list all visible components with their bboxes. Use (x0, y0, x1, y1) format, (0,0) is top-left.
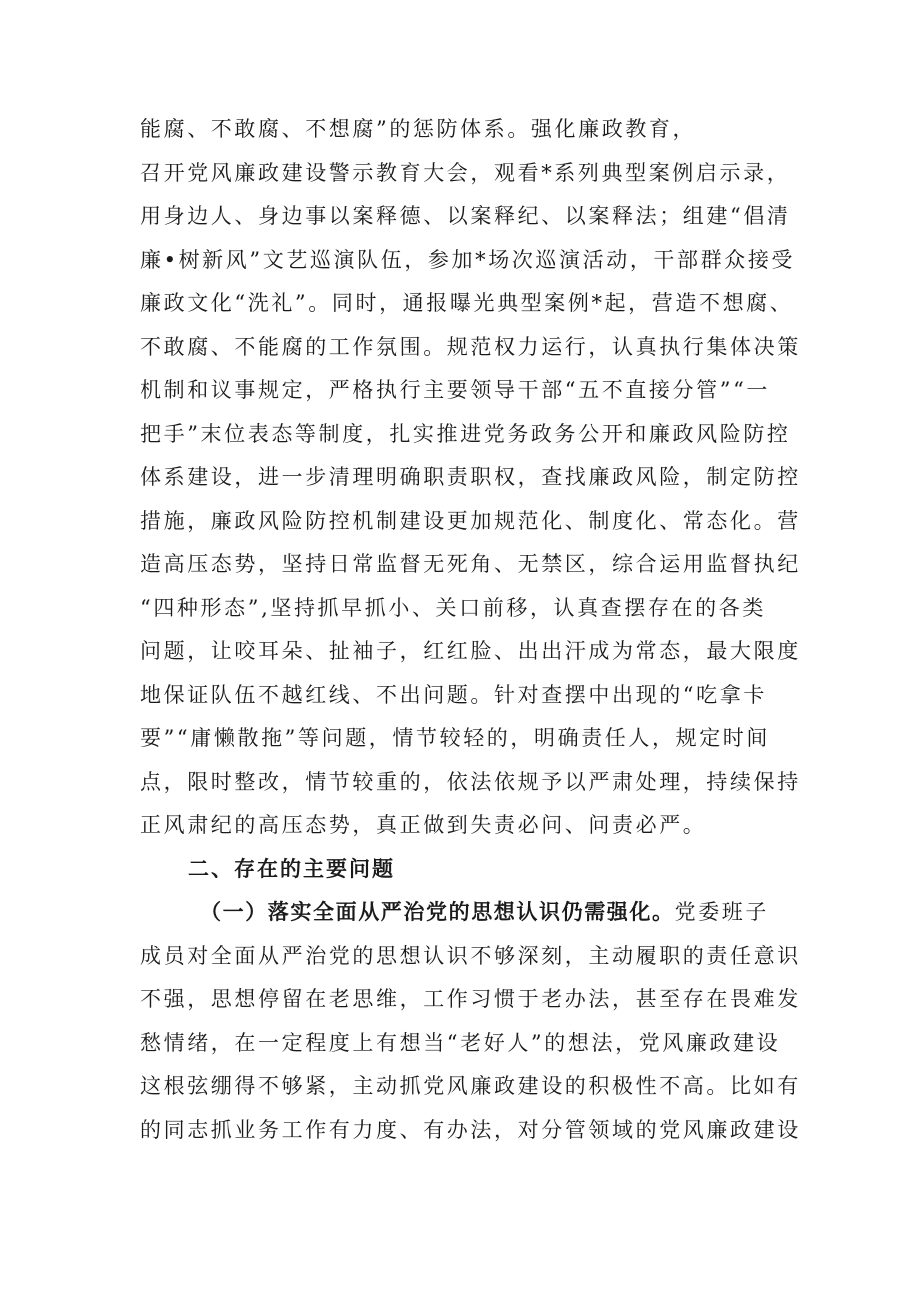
body-line-9: 体系建设，进一步清理明确职责职权，查找廉政风险，制定防控 (140, 465, 801, 489)
body-line-10: 措施，廉政风险防控机制建设更加规范化、制度化、常态化。营 (140, 508, 801, 533)
body-line-2: 召开党风廉政建设警示教育大会，观看*系列典型案例启示录， (140, 160, 791, 185)
body-line-16: 点，限时整改，情节较重的，依法依规予以严肃处理，持续保持 (140, 769, 801, 794)
body-line-17: 正风肃纪的高压态势，真正做到失责必问、问责必严。 (140, 813, 707, 837)
body-line-15: 要”“庸懒散拖”等问题，情节较轻的，明确责任人，规定时间 (140, 726, 771, 750)
body-line-14: 地保证队伍不越红线、不出问题。针对查摆中出现的“吃拿卡 (140, 682, 767, 707)
document-body (140, 108, 820, 1152)
subsection-line-2: 不强，思想停留在老思维，工作习惯于老办法，甚至存在畏难发 (140, 987, 801, 1011)
subsection-line-3: 愁情绪，在一定程度上有想当“老好人”的想法，党风廉政建设 (140, 1030, 781, 1055)
subsection-first-line (140, 891, 820, 935)
subsection-line-5: 的同志抓业务工作有力度、有办法，对分管领域的党风廉政建设 (140, 1117, 801, 1142)
subsection-line-1: 成员对全面从严治党的思想认识不够深刻，主动履职的责任意识 (140, 943, 801, 968)
body-line-1: 能腐、不敢腐、不想腐”的惩防体系。强化廉政教育， (140, 117, 697, 141)
body-line-5: 廉政文化“洗礼”。同时，通报曝光典型案例*起，营造不想腐、 (140, 291, 794, 315)
body-line-3: 用身边人、身边事以案释德、以案释纪、以案释法；组建“倡清 (140, 204, 791, 228)
subsection-line-4: 这根弦绷得不够紧，主动抓党风廉政建设的积极性不高。比如有 (140, 1074, 801, 1098)
body-line-6: 不敢腐、不能腐的工作氛围。规范权力运行，认真执行集体决策 (140, 334, 801, 359)
section-heading: 二、存在的主要问题 (188, 856, 395, 881)
body-line-8: 把手”末位表态等制度，扎实推进党务政务公开和廉政风险防控 (140, 421, 791, 446)
body-line-13: 问题，让咬耳朵、扯袖子，红红脸、出出汗成为常态，最大限度 (140, 639, 801, 663)
body-line-4: 廉•树新风”文艺巡演队伍，参加*场次巡演活动，干部群众接受 (140, 247, 796, 272)
body-line-12: “四种形态”,坚持抓早抓小、关口前移，认真查摆存在的各类 (140, 595, 766, 620)
body-line-7: 机制和议事规定，严格执行主要领导干部“五不直接分管”“一 (140, 378, 771, 402)
body-line-11: 造高压态势，坚持日常监督无死角、无禁区，综合运用监督执纪 (140, 552, 801, 576)
subsection-title: （一）落实全面从严治党的思想认识仍需强化。 (200, 900, 675, 924)
subsection-first-line-rest: 党委班子 (674, 900, 770, 924)
